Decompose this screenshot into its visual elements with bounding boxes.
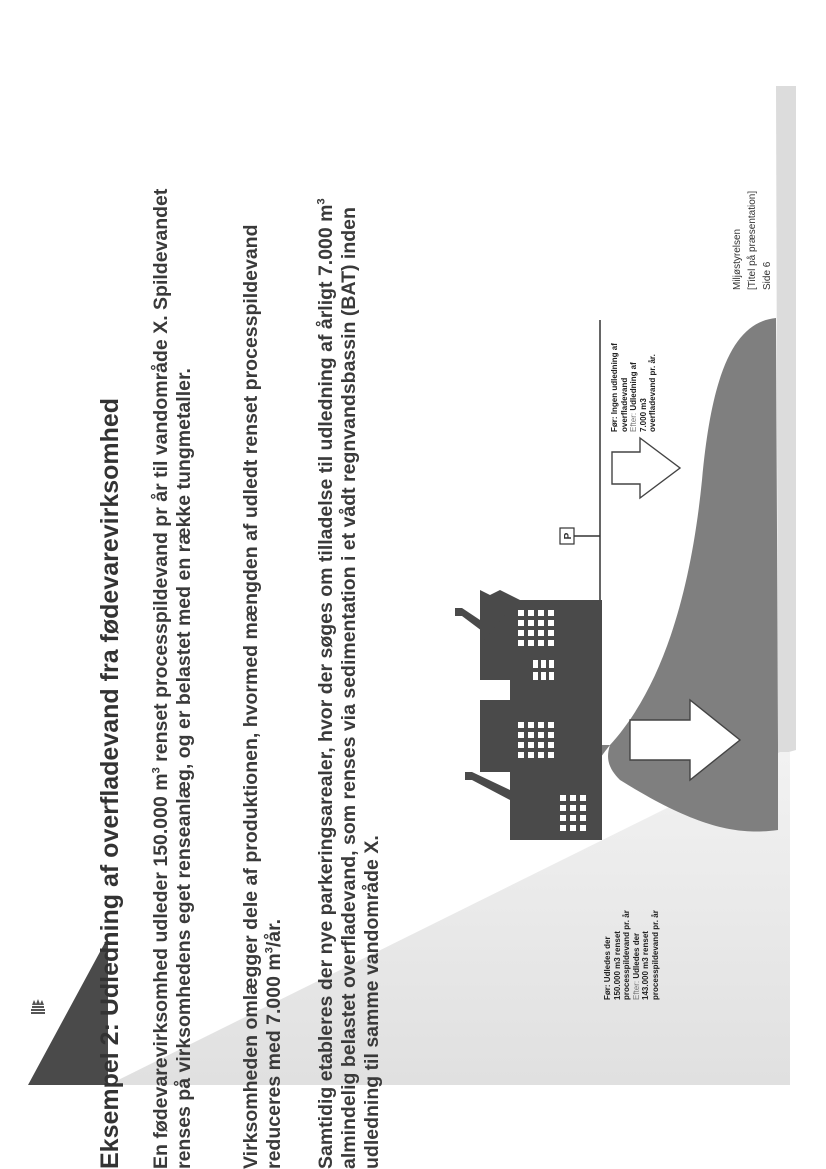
- crown-icon: [31, 999, 45, 1014]
- parking-note-before-label: Før:: [610, 416, 619, 432]
- paragraph-2-text: Virksomheden omlægger dele af produktionen, hvormed mængden af udledt renset processpildevand reduceres med 7.000 m: [240, 224, 285, 1169]
- footer-presentation-title: [Titel på præsentation]: [747, 190, 758, 290]
- paragraph-2-text-rest: /år.: [263, 918, 285, 948]
- paragraph-2: [240, 149, 286, 1169]
- slide-title: Eksempel 2: Udledning af overfladevand fra fødevarevirksomhed: [96, 397, 124, 1169]
- footer-page-number: Side 6: [762, 261, 773, 290]
- paragraph-1-sup: 3: [150, 767, 163, 774]
- paragraph-3-text: Samtidig etableres der nye parkeringsarealer, hvor der søges om tilladelse til udledning af årligt 7.000 m: [315, 204, 337, 1169]
- paragraph-3: [315, 149, 384, 1169]
- factory-note: Før: Udledes der 150.000 m3 renset processpildevand pr. år Efter: Udledes der 143.000 m3 renset processpildevand pr. år: [603, 910, 660, 1000]
- paragraph-3-sup: 3: [315, 198, 328, 205]
- parking-note-after-label: Efter:: [629, 412, 638, 432]
- footer-band: [776, 86, 796, 755]
- paragraph-2-sup: 3: [263, 947, 276, 954]
- factory-illustration: [455, 590, 602, 840]
- parking-area: [560, 320, 600, 600]
- parking-sign: P: [563, 532, 574, 540]
- paragraph-1: [150, 149, 196, 1169]
- factory-note-after-label: Efter:: [631, 980, 641, 1000]
- paragraph-3-text-rest: almindelig belastet overfladevand, som renses via sedimentation i et vådt regnvandsbassin (BAT) inden udledning til samme vandområde X.: [338, 207, 383, 1169]
- slide-footer: [730, 0, 775, 290]
- arrow-right-icon: [612, 438, 680, 498]
- parking-note: Før: Ingen udledning af overfladevand Efter: Udledning af 7.000 m3 overfladevand pr. år.: [610, 343, 657, 432]
- paragraph-1-text: En fødevarevirksomhed udleder 150.000 m: [150, 773, 172, 1169]
- factory-note-before-label: Før:: [603, 984, 612, 1000]
- paragraph-1-text-rest: renset processpildevand pr år til vandområde X. Spildevandet renses på virksomhedens eget renseanlæg, og er belastet med en række tungmetaller.: [150, 188, 195, 1169]
- footer-organisation: Miljøstyrelsen: [732, 228, 743, 290]
